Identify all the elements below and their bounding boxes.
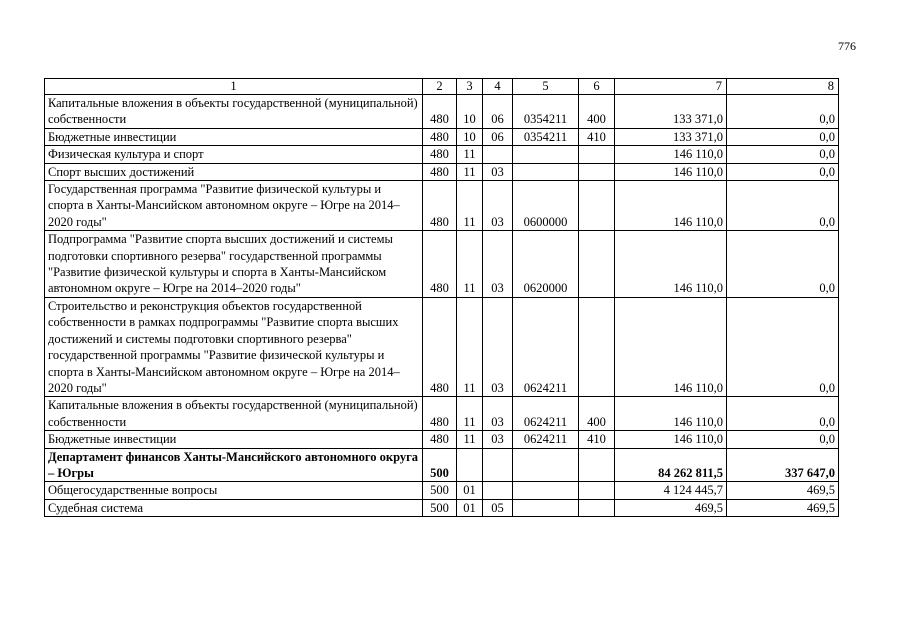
expense-type-cell: 400	[579, 397, 615, 431]
row-name-cell: Капитальные вложения в объекты государственной (муниципальной) собственности	[45, 95, 423, 129]
table-row	[45, 95, 839, 129]
column-number: 8	[727, 79, 839, 95]
amount-cell: 146 110,0	[615, 181, 727, 231]
table-row	[45, 448, 839, 482]
ministry-code-cell: 500	[423, 499, 457, 516]
table-row	[45, 297, 839, 396]
amount-cell: 0,0	[727, 146, 839, 163]
amount-cell: 469,5	[727, 482, 839, 499]
column-number: 2	[423, 79, 457, 95]
amount-cell: 337 647,0	[727, 448, 839, 482]
target-article-cell	[513, 146, 579, 163]
expense-type-cell	[579, 163, 615, 180]
expense-type-cell	[579, 499, 615, 516]
expense-type-cell	[579, 146, 615, 163]
section-code-cell	[457, 448, 483, 482]
section-code-cell: 10	[457, 128, 483, 145]
amount-cell: 4 124 445,7	[615, 482, 727, 499]
column-number: 1	[45, 79, 423, 95]
subsection-code-cell: 03	[483, 397, 513, 431]
table-row	[45, 231, 839, 298]
row-name-cell: Общегосударственные вопросы	[45, 482, 423, 499]
budget-table	[44, 78, 839, 517]
ministry-code-cell: 480	[423, 163, 457, 180]
amount-cell: 133 371,0	[615, 128, 727, 145]
table-row	[45, 163, 839, 180]
amount-cell: 146 110,0	[615, 397, 727, 431]
section-code-cell: 01	[457, 482, 483, 499]
target-article-cell	[513, 482, 579, 499]
expense-type-cell	[579, 231, 615, 298]
row-name-cell: Государственная программа "Развитие физической культуры и спорта в Ханты-Мансийском автономном округе – Югре на 2014–2020 годы"	[45, 181, 423, 231]
expense-type-cell	[579, 482, 615, 499]
amount-cell: 84 262 811,5	[615, 448, 727, 482]
amount-cell: 0,0	[727, 431, 839, 448]
column-number: 7	[615, 79, 727, 95]
amount-cell: 0,0	[727, 128, 839, 145]
section-code-cell: 11	[457, 297, 483, 396]
amount-cell: 146 110,0	[615, 231, 727, 298]
ministry-code-cell: 480	[423, 128, 457, 145]
row-name-cell: Бюджетные инвестиции	[45, 431, 423, 448]
row-name-cell: Судебная система	[45, 499, 423, 516]
target-article-cell: 0600000	[513, 181, 579, 231]
table-row	[45, 146, 839, 163]
section-code-cell: 10	[457, 95, 483, 129]
ministry-code-cell: 500	[423, 482, 457, 499]
column-number: 3	[457, 79, 483, 95]
ministry-code-cell: 480	[423, 431, 457, 448]
subsection-code-cell: 06	[483, 128, 513, 145]
expense-type-cell: 400	[579, 95, 615, 129]
column-number: 6	[579, 79, 615, 95]
target-article-cell	[513, 448, 579, 482]
subsection-code-cell: 03	[483, 231, 513, 298]
section-code-cell: 01	[457, 499, 483, 516]
ministry-code-cell: 480	[423, 297, 457, 396]
amount-cell: 0,0	[727, 163, 839, 180]
amount-cell: 146 110,0	[615, 163, 727, 180]
table-row	[45, 128, 839, 145]
column-number: 5	[513, 79, 579, 95]
subsection-code-cell: 03	[483, 297, 513, 396]
ministry-code-cell: 480	[423, 397, 457, 431]
ministry-code-cell: 480	[423, 95, 457, 129]
page-number: 776	[838, 39, 856, 53]
row-name-cell: Строительство и реконструкция объектов государственной собственности в рамках подпрограммы "Развитие спорта высших достижений и системы подготовки спортивного резерва" государственной программы "Развитие физической культуры и спорта в Ханты-Мансийском автономном округе – Югре на 2014–2020 годы"	[45, 297, 423, 396]
amount-cell: 469,5	[727, 499, 839, 516]
amount-cell: 146 110,0	[615, 431, 727, 448]
section-code-cell: 11	[457, 431, 483, 448]
target-article-cell: 0624211	[513, 397, 579, 431]
section-code-cell: 11	[457, 231, 483, 298]
expense-type-cell	[579, 448, 615, 482]
section-code-cell: 11	[457, 397, 483, 431]
row-name-cell: Капитальные вложения в объекты государственной (муниципальной) собственности	[45, 397, 423, 431]
row-name-cell: Подпрограмма "Развитие спорта высших достижений и системы подготовки спортивного резерва" государственной программы "Развитие физической культуры и спорта в Ханты-Мансийском автономном округе – Югре на 2014–2020 годы"	[45, 231, 423, 298]
subsection-code-cell: 05	[483, 499, 513, 516]
ministry-code-cell: 500	[423, 448, 457, 482]
amount-cell: 0,0	[727, 95, 839, 129]
table-row	[45, 431, 839, 448]
target-article-cell: 0624211	[513, 431, 579, 448]
subsection-code-cell: 03	[483, 431, 513, 448]
amount-cell: 0,0	[727, 397, 839, 431]
subsection-code-cell: 03	[483, 181, 513, 231]
table-row	[45, 181, 839, 231]
column-number: 4	[483, 79, 513, 95]
column-number-row	[45, 79, 839, 95]
target-article-cell	[513, 163, 579, 180]
subsection-code-cell	[483, 146, 513, 163]
table-row	[45, 397, 839, 431]
amount-cell: 0,0	[727, 297, 839, 396]
section-code-cell: 11	[457, 163, 483, 180]
expense-type-cell	[579, 181, 615, 231]
expense-type-cell	[579, 297, 615, 396]
target-article-cell	[513, 499, 579, 516]
table-row	[45, 499, 839, 516]
subsection-code-cell: 06	[483, 95, 513, 129]
expense-type-cell: 410	[579, 431, 615, 448]
amount-cell: 0,0	[727, 231, 839, 298]
amount-cell: 469,5	[615, 499, 727, 516]
amount-cell: 146 110,0	[615, 297, 727, 396]
amount-cell: 133 371,0	[615, 95, 727, 129]
row-name-cell: Физическая культура и спорт	[45, 146, 423, 163]
ministry-code-cell: 480	[423, 181, 457, 231]
target-article-cell: 0620000	[513, 231, 579, 298]
amount-cell: 0,0	[727, 181, 839, 231]
row-name-cell: Департамент финансов Ханты-Мансийского автономного округа – Югры	[45, 448, 423, 482]
section-code-cell: 11	[457, 146, 483, 163]
target-article-cell: 0354211	[513, 95, 579, 129]
ministry-code-cell: 480	[423, 146, 457, 163]
expense-type-cell: 410	[579, 128, 615, 145]
subsection-code-cell	[483, 482, 513, 499]
subsection-code-cell	[483, 448, 513, 482]
target-article-cell: 0354211	[513, 128, 579, 145]
section-code-cell: 11	[457, 181, 483, 231]
subsection-code-cell: 03	[483, 163, 513, 180]
row-name-cell: Бюджетные инвестиции	[45, 128, 423, 145]
target-article-cell: 0624211	[513, 297, 579, 396]
row-name-cell: Спорт высших достижений	[45, 163, 423, 180]
table-row	[45, 482, 839, 499]
amount-cell: 146 110,0	[615, 146, 727, 163]
ministry-code-cell: 480	[423, 231, 457, 298]
